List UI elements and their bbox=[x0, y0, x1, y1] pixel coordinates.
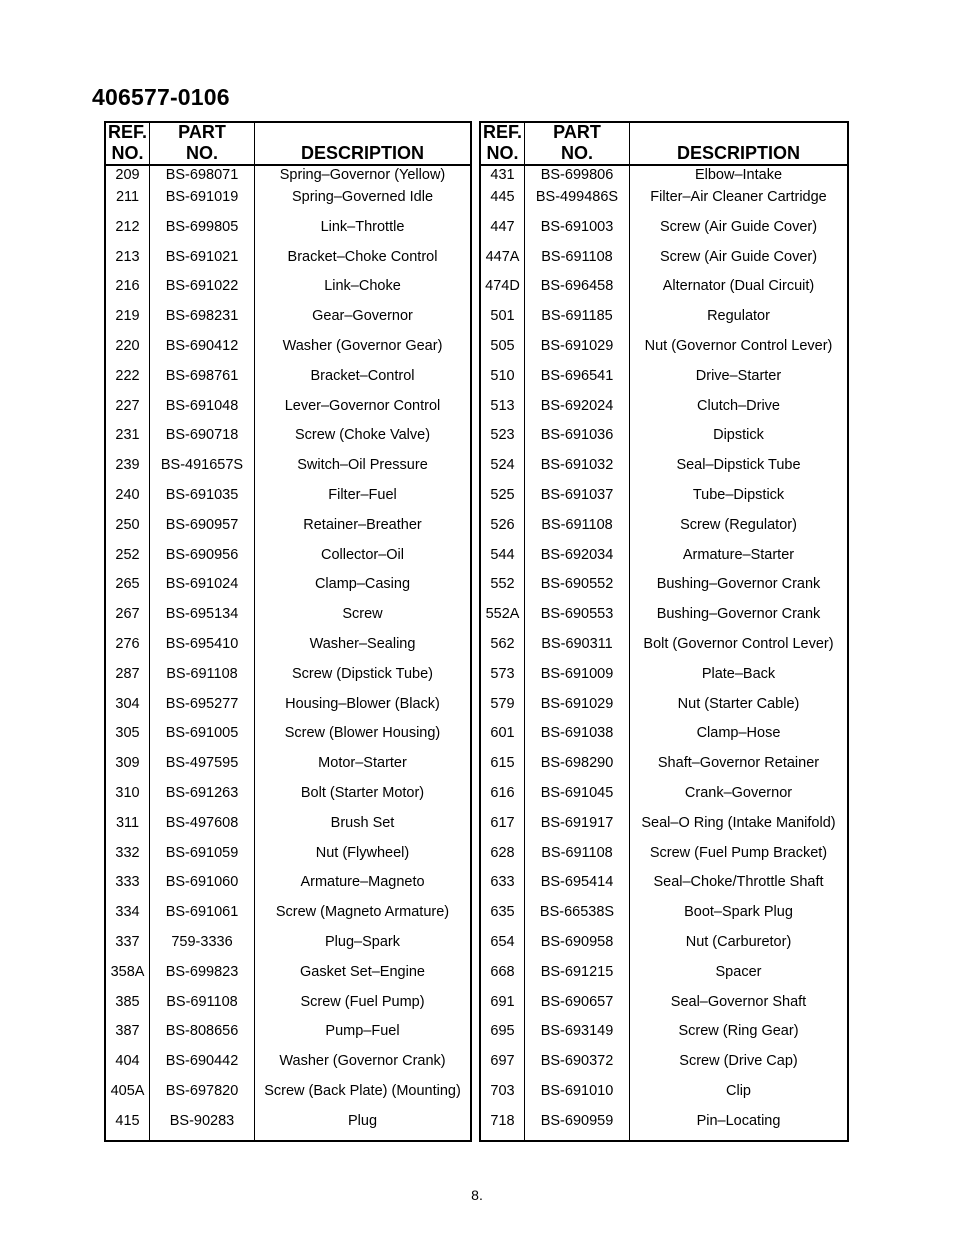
table-row bbox=[106, 633, 470, 663]
ref-no-cell: 222 bbox=[106, 365, 150, 395]
ref-no-cell: 718 bbox=[481, 1110, 525, 1140]
description-cell: Washer (Governor Gear) bbox=[282, 337, 443, 354]
description-cell: Armature–Magneto bbox=[300, 874, 425, 891]
description-cell: Dipstick bbox=[713, 427, 764, 444]
description-cell: Screw (Magneto Armature) bbox=[275, 904, 450, 921]
description-cell: Brush Set bbox=[330, 814, 395, 831]
ref-no-cell: 579 bbox=[481, 693, 525, 723]
description-cell: Lever–Governor Control bbox=[284, 397, 441, 414]
table-row bbox=[481, 991, 847, 1021]
ref-no-cell: 635 bbox=[481, 901, 525, 931]
ref-no-cell: 287 bbox=[106, 663, 150, 693]
description-cell: Screw (Fuel Pump) bbox=[300, 993, 425, 1010]
table-row bbox=[481, 1020, 847, 1050]
table-row bbox=[106, 305, 470, 335]
table-row bbox=[106, 454, 470, 484]
table-row bbox=[106, 335, 470, 365]
part-no-cell: BS-691108 bbox=[525, 246, 630, 276]
ref-no-cell: 526 bbox=[481, 514, 525, 544]
table-row bbox=[481, 633, 847, 663]
ref-no-cell: 628 bbox=[481, 842, 525, 872]
description-cell: Screw (Air Guide Cover) bbox=[659, 218, 818, 235]
table-row bbox=[106, 961, 470, 991]
part-no-cell: BS-692034 bbox=[525, 544, 630, 574]
ref-no-cell: 445 bbox=[481, 186, 525, 216]
description-cell: Shaft–Governor Retainer bbox=[657, 755, 820, 772]
part-no-cell: BS-691917 bbox=[525, 812, 630, 842]
ref-no-cell: 309 bbox=[106, 752, 150, 782]
description-cell: Bolt (Starter Motor) bbox=[300, 784, 425, 801]
table-body bbox=[481, 166, 847, 1140]
table-row bbox=[481, 514, 847, 544]
part-no-cell: BS-697820 bbox=[150, 1080, 255, 1110]
table-row bbox=[106, 544, 470, 574]
part-no-cell: BS-691010 bbox=[525, 1080, 630, 1110]
table-row bbox=[481, 961, 847, 991]
part-no-cell: BS-808656 bbox=[150, 1020, 255, 1050]
table-row bbox=[106, 693, 470, 723]
ref-no-cell: 697 bbox=[481, 1050, 525, 1080]
description-cell: Link–Choke bbox=[324, 278, 401, 295]
table-row bbox=[106, 186, 470, 216]
ref-no-cell: 209 bbox=[106, 166, 150, 186]
ref-no-cell: 310 bbox=[106, 782, 150, 812]
description-cell: Screw (Air Guide Cover) bbox=[659, 248, 818, 265]
table-row bbox=[481, 216, 847, 246]
description-cell: Bolt (Governor Control Lever) bbox=[643, 635, 834, 652]
table-row bbox=[106, 842, 470, 872]
description-cell: Nut (Starter Cable) bbox=[677, 695, 800, 712]
description-cell: Regulator bbox=[707, 308, 770, 325]
description-cell: Retainer–Breather bbox=[303, 516, 422, 533]
description-cell: Plug bbox=[347, 1112, 378, 1129]
ref-no-cell: 431 bbox=[481, 166, 525, 186]
table-row bbox=[106, 1020, 470, 1050]
ref-no-cell: 601 bbox=[481, 722, 525, 752]
description-cell: Nut (Flywheel) bbox=[315, 844, 410, 861]
part-no-cell: BS-690959 bbox=[525, 1110, 630, 1140]
table-row bbox=[106, 931, 470, 961]
description-cell: Seal–Dipstick Tube bbox=[676, 457, 801, 474]
part-no-cell: BS-691108 bbox=[525, 842, 630, 872]
table-row bbox=[106, 365, 470, 395]
ref-no-cell: 385 bbox=[106, 991, 150, 1021]
description-cell: Screw (Regulator) bbox=[680, 516, 797, 533]
description-cell: Boot–Spark Plug bbox=[684, 904, 793, 921]
table-row bbox=[481, 544, 847, 574]
table-row bbox=[481, 424, 847, 454]
table-row bbox=[106, 246, 470, 276]
header-ref-no: REF. NO. bbox=[106, 123, 150, 164]
ref-no-cell: 265 bbox=[106, 573, 150, 603]
header-ref-no: REF. NO. bbox=[481, 123, 525, 164]
part-no-cell: BS-691059 bbox=[150, 842, 255, 872]
description-cell: Clamp–Casing bbox=[314, 576, 411, 593]
part-no-cell: BS-691005 bbox=[150, 722, 255, 752]
description-cell: Clamp–Hose bbox=[696, 725, 781, 742]
description-cell: Clutch–Drive bbox=[697, 397, 780, 414]
ref-no-cell: 239 bbox=[106, 454, 150, 484]
ref-no-cell: 305 bbox=[106, 722, 150, 752]
ref-no-cell: 211 bbox=[106, 186, 150, 216]
part-no-cell: BS-691108 bbox=[150, 991, 255, 1021]
description-cell: Gear–Governor bbox=[312, 308, 413, 325]
ref-no-cell: 404 bbox=[106, 1050, 150, 1080]
ref-no-cell: 358A bbox=[106, 961, 150, 991]
description-cell: Alternator (Dual Circuit) bbox=[662, 278, 815, 295]
description-cell: Plug–Spark bbox=[325, 933, 400, 950]
description-cell: Screw bbox=[342, 606, 383, 623]
table-row bbox=[106, 424, 470, 454]
part-no-cell: BS-698071 bbox=[150, 166, 255, 186]
ref-no-cell: 219 bbox=[106, 305, 150, 335]
table-row bbox=[481, 186, 847, 216]
table-header bbox=[106, 123, 470, 166]
description-cell: Motor–Starter bbox=[318, 755, 407, 772]
description-cell: Collector–Oil bbox=[321, 546, 404, 563]
ref-no-cell: 250 bbox=[106, 514, 150, 544]
part-no-cell: BS-691036 bbox=[525, 424, 630, 454]
description-cell: Screw (Back Plate) (Mounting) bbox=[264, 1082, 461, 1099]
part-no-cell: BS-691022 bbox=[150, 275, 255, 305]
description-cell: Screw (Drive Cap) bbox=[679, 1053, 798, 1070]
table-row bbox=[481, 812, 847, 842]
part-no-cell: BS-690657 bbox=[525, 991, 630, 1021]
part-no-cell: BS-690718 bbox=[150, 424, 255, 454]
table-row bbox=[106, 514, 470, 544]
table-row bbox=[481, 395, 847, 425]
part-no-cell: BS-691108 bbox=[525, 514, 630, 544]
ref-no-cell: 267 bbox=[106, 603, 150, 633]
ref-no-cell: 633 bbox=[481, 871, 525, 901]
part-no-cell: BS-698231 bbox=[150, 305, 255, 335]
part-no-cell: BS-691045 bbox=[525, 782, 630, 812]
table-row bbox=[106, 991, 470, 1021]
table-row bbox=[106, 722, 470, 752]
header-description: DESCRIPTION bbox=[676, 143, 800, 163]
description-cell: Nut (Governor Control Lever) bbox=[644, 337, 833, 354]
part-no-cell: BS-690553 bbox=[525, 603, 630, 633]
part-no-cell: BS-695410 bbox=[150, 633, 255, 663]
table-row bbox=[106, 1050, 470, 1080]
description-cell: Spring–Governor (Yellow) bbox=[279, 167, 446, 183]
header-description: DESCRIPTION bbox=[300, 143, 424, 163]
description-cell: Pump–Fuel bbox=[325, 1023, 400, 1040]
part-no-cell: BS-690311 bbox=[525, 633, 630, 663]
part-no-cell: BS-699823 bbox=[150, 961, 255, 991]
ref-no-cell: 387 bbox=[106, 1020, 150, 1050]
part-no-cell: BS-66538S bbox=[525, 901, 630, 931]
table-body bbox=[106, 166, 470, 1140]
part-no-cell: BS-691003 bbox=[525, 216, 630, 246]
description-cell: Housing–Blower (Black) bbox=[285, 695, 440, 712]
ref-no-cell: 523 bbox=[481, 424, 525, 454]
ref-no-cell: 240 bbox=[106, 484, 150, 514]
part-no-cell: BS-691037 bbox=[525, 484, 630, 514]
description-cell: Seal–O Ring (Intake Manifold) bbox=[641, 814, 836, 831]
part-no-cell: 759-3336 bbox=[150, 931, 255, 961]
description-cell: Seal–Governor Shaft bbox=[670, 993, 807, 1010]
parts-table-left bbox=[104, 121, 472, 1142]
header-part-no: PART NO. bbox=[150, 123, 255, 164]
ref-no-cell: 552 bbox=[481, 573, 525, 603]
ref-no-cell: 332 bbox=[106, 842, 150, 872]
ref-no-cell: 311 bbox=[106, 812, 150, 842]
ref-no-cell: 616 bbox=[481, 782, 525, 812]
part-no-cell: BS-695277 bbox=[150, 693, 255, 723]
description-cell: Armature–Starter bbox=[682, 546, 795, 563]
part-no-cell: BS-691032 bbox=[525, 454, 630, 484]
description-cell: Spring–Governed Idle bbox=[291, 189, 434, 205]
table-row bbox=[106, 812, 470, 842]
part-no-cell: BS-695134 bbox=[150, 603, 255, 633]
ref-no-cell: 447 bbox=[481, 216, 525, 246]
part-no-cell: BS-691021 bbox=[150, 246, 255, 276]
part-no-cell: BS-693149 bbox=[525, 1020, 630, 1050]
table-header bbox=[481, 123, 847, 166]
ref-no-cell: 562 bbox=[481, 633, 525, 663]
part-no-cell: BS-691035 bbox=[150, 484, 255, 514]
table-row bbox=[481, 1050, 847, 1080]
table-row bbox=[106, 663, 470, 693]
table-row bbox=[481, 246, 847, 276]
ref-no-cell: 552A bbox=[481, 603, 525, 633]
ref-no-cell: 213 bbox=[106, 246, 150, 276]
header-part-no: PART NO. bbox=[525, 123, 630, 164]
part-no-cell: BS-696458 bbox=[525, 275, 630, 305]
description-cell: Washer (Governor Crank) bbox=[279, 1053, 446, 1070]
part-no-cell: BS-690552 bbox=[525, 573, 630, 603]
description-cell: Bushing–Governor Crank bbox=[656, 606, 821, 623]
part-no-cell: BS-691038 bbox=[525, 722, 630, 752]
description-cell: Washer–Sealing bbox=[309, 635, 416, 652]
part-no-cell: BS-690372 bbox=[525, 1050, 630, 1080]
table-row bbox=[106, 1110, 470, 1140]
description-cell: Screw (Ring Gear) bbox=[678, 1023, 799, 1040]
part-no-cell: BS-691108 bbox=[150, 663, 255, 693]
part-no-cell: BS-699806 bbox=[525, 166, 630, 186]
ref-no-cell: 212 bbox=[106, 216, 150, 246]
description-cell: Tube–Dipstick bbox=[692, 486, 785, 503]
ref-no-cell: 501 bbox=[481, 305, 525, 335]
table-row bbox=[481, 335, 847, 365]
ref-no-cell: 573 bbox=[481, 663, 525, 693]
ref-no-cell: 703 bbox=[481, 1080, 525, 1110]
ref-no-cell: 474D bbox=[481, 275, 525, 305]
description-cell: Screw (Fuel Pump Bracket) bbox=[649, 844, 828, 861]
part-no-cell: BS-690956 bbox=[150, 544, 255, 574]
table-row bbox=[481, 782, 847, 812]
part-no-cell: BS-698290 bbox=[525, 752, 630, 782]
description-cell: Pin–Locating bbox=[696, 1112, 781, 1129]
part-no-cell: BS-690958 bbox=[525, 931, 630, 961]
table-row bbox=[481, 693, 847, 723]
table-row bbox=[106, 166, 470, 186]
description-cell: Plate–Back bbox=[701, 665, 776, 682]
part-no-cell: BS-691019 bbox=[150, 186, 255, 216]
description-cell: Switch–Oil Pressure bbox=[297, 457, 428, 474]
ref-no-cell: 510 bbox=[481, 365, 525, 395]
part-no-cell: BS-690957 bbox=[150, 514, 255, 544]
part-no-cell: BS-691060 bbox=[150, 871, 255, 901]
ref-no-cell: 447A bbox=[481, 246, 525, 276]
description-cell: Link–Throttle bbox=[320, 218, 405, 235]
table-row bbox=[481, 663, 847, 693]
description-cell: Bracket–Choke Control bbox=[287, 248, 438, 265]
ref-no-cell: 544 bbox=[481, 544, 525, 574]
ref-no-cell: 525 bbox=[481, 484, 525, 514]
part-no-cell: BS-691009 bbox=[525, 663, 630, 693]
ref-no-cell: 405A bbox=[106, 1080, 150, 1110]
part-no-cell: BS-691048 bbox=[150, 395, 255, 425]
part-no-cell: BS-691024 bbox=[150, 573, 255, 603]
ref-no-cell: 415 bbox=[106, 1110, 150, 1140]
description-cell: Screw (Dipstick Tube) bbox=[291, 665, 433, 682]
table-row bbox=[106, 752, 470, 782]
table-row bbox=[481, 484, 847, 514]
ref-no-cell: 227 bbox=[106, 395, 150, 425]
table-row bbox=[481, 275, 847, 305]
ref-no-cell: 524 bbox=[481, 454, 525, 484]
description-cell: Screw (Blower Housing) bbox=[284, 725, 441, 742]
table-row bbox=[481, 305, 847, 335]
part-no-cell: BS-692024 bbox=[525, 395, 630, 425]
ref-no-cell: 216 bbox=[106, 275, 150, 305]
part-no-cell: BS-90283 bbox=[150, 1110, 255, 1140]
ref-no-cell: 304 bbox=[106, 693, 150, 723]
table-row bbox=[106, 871, 470, 901]
table-row bbox=[481, 752, 847, 782]
ref-no-cell: 691 bbox=[481, 991, 525, 1021]
model-number-title: 406577-0106 bbox=[92, 84, 230, 110]
table-row bbox=[106, 573, 470, 603]
table-row bbox=[481, 365, 847, 395]
ref-no-cell: 220 bbox=[106, 335, 150, 365]
table-row bbox=[481, 722, 847, 752]
page-number: 8. bbox=[471, 1187, 483, 1203]
part-no-cell: BS-691029 bbox=[525, 693, 630, 723]
part-no-cell: BS-690412 bbox=[150, 335, 255, 365]
part-no-cell: BS-691185 bbox=[525, 305, 630, 335]
ref-no-cell: 513 bbox=[481, 395, 525, 425]
part-no-cell: BS-690442 bbox=[150, 1050, 255, 1080]
table-row bbox=[106, 782, 470, 812]
ref-no-cell: 654 bbox=[481, 931, 525, 961]
part-no-cell: BS-497595 bbox=[150, 752, 255, 782]
description-cell: Elbow–Intake bbox=[694, 167, 783, 183]
table-row bbox=[481, 931, 847, 961]
table-row bbox=[106, 395, 470, 425]
part-no-cell: BS-497608 bbox=[150, 812, 255, 842]
description-cell: Bracket–Control bbox=[310, 367, 415, 384]
table-row bbox=[481, 454, 847, 484]
ref-no-cell: 231 bbox=[106, 424, 150, 454]
ref-no-cell: 695 bbox=[481, 1020, 525, 1050]
part-no-cell: BS-699805 bbox=[150, 216, 255, 246]
table-row bbox=[481, 842, 847, 872]
description-cell: Bushing–Governor Crank bbox=[656, 576, 821, 593]
description-cell: Nut (Carburetor) bbox=[685, 933, 792, 950]
table-row bbox=[481, 1110, 847, 1140]
description-cell: Spacer bbox=[715, 963, 762, 980]
part-no-cell: BS-691263 bbox=[150, 782, 255, 812]
table-row bbox=[106, 901, 470, 931]
part-no-cell: BS-499486S bbox=[525, 186, 630, 216]
part-no-cell: BS-695414 bbox=[525, 871, 630, 901]
part-no-cell: BS-691215 bbox=[525, 961, 630, 991]
ref-no-cell: 333 bbox=[106, 871, 150, 901]
table-row bbox=[106, 603, 470, 633]
table-row bbox=[481, 603, 847, 633]
part-no-cell: BS-691061 bbox=[150, 901, 255, 931]
ref-no-cell: 617 bbox=[481, 812, 525, 842]
description-cell: Crank–Governor bbox=[684, 784, 793, 801]
part-no-cell: BS-696541 bbox=[525, 365, 630, 395]
part-no-cell: BS-491657S bbox=[150, 454, 255, 484]
ref-no-cell: 668 bbox=[481, 961, 525, 991]
table-row bbox=[481, 871, 847, 901]
table-row bbox=[106, 1080, 470, 1110]
part-no-cell: BS-691029 bbox=[525, 335, 630, 365]
description-cell: Screw (Choke Valve) bbox=[294, 427, 431, 444]
table-row bbox=[106, 484, 470, 514]
description-cell: Filter–Air Cleaner Cartridge bbox=[650, 189, 827, 205]
ref-no-cell: 276 bbox=[106, 633, 150, 663]
ref-no-cell: 615 bbox=[481, 752, 525, 782]
ref-no-cell: 334 bbox=[106, 901, 150, 931]
ref-no-cell: 337 bbox=[106, 931, 150, 961]
description-cell: Clip bbox=[726, 1082, 751, 1099]
part-no-cell: BS-698761 bbox=[150, 365, 255, 395]
parts-table-right bbox=[479, 121, 849, 1142]
description-cell: Drive–Starter bbox=[695, 367, 782, 384]
description-cell: Filter–Fuel bbox=[328, 486, 397, 503]
table-row bbox=[106, 216, 470, 246]
ref-no-cell: 505 bbox=[481, 335, 525, 365]
table-row bbox=[481, 901, 847, 931]
description-cell: Seal–Choke/Throttle Shaft bbox=[653, 874, 824, 891]
table-row bbox=[481, 573, 847, 603]
table-row bbox=[106, 275, 470, 305]
table-row bbox=[481, 1080, 847, 1110]
description-cell: Gasket Set–Engine bbox=[300, 963, 425, 980]
table-row bbox=[481, 166, 847, 186]
ref-no-cell: 252 bbox=[106, 544, 150, 574]
